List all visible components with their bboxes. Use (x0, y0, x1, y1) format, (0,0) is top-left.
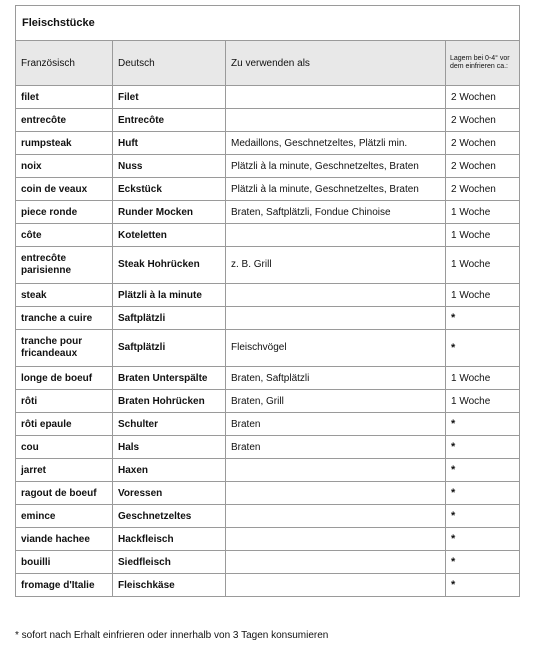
storage-cell: * (446, 413, 520, 436)
use-cell: Braten (226, 436, 446, 459)
german-cell: Runder Mocken (113, 201, 226, 224)
german-cell: Huft (113, 132, 226, 155)
storage-cell: 1 Woche (446, 247, 520, 284)
german-cell: Plätzli à la minute (113, 284, 226, 307)
storage-cell: * (446, 459, 520, 482)
storage-cell: 2 Wochen (446, 178, 520, 201)
meat-cuts-sheet (15, 5, 519, 597)
header-row (16, 41, 520, 86)
storage-cell: * (446, 505, 520, 528)
table-body (16, 86, 520, 597)
table-row (16, 413, 520, 436)
storage-cell: 2 Wochen (446, 86, 520, 109)
use-cell (226, 574, 446, 597)
use-cell (226, 109, 446, 132)
storage-cell: 1 Woche (446, 284, 520, 307)
french-cell: longe de boeuf (16, 367, 113, 390)
french-cell: tranche a cuire (16, 307, 113, 330)
meat-cuts-table (15, 5, 520, 597)
french-cell: ragout de boeuf (16, 482, 113, 505)
storage-cell: 2 Wochen (446, 109, 520, 132)
table-row (16, 574, 520, 597)
german-cell: Haxen (113, 459, 226, 482)
use-cell: Braten, Saftplätzli, Fondue Chinoise (226, 201, 446, 224)
use-cell: Braten, Saftplätzli (226, 367, 446, 390)
german-cell: Filet (113, 86, 226, 109)
german-cell: Koteletten (113, 224, 226, 247)
french-cell: emince (16, 505, 113, 528)
table-row (16, 459, 520, 482)
french-cell: rôti (16, 390, 113, 413)
table-row (16, 390, 520, 413)
german-cell: Schulter (113, 413, 226, 436)
storage-cell: 1 Woche (446, 224, 520, 247)
storage-cell: * (446, 574, 520, 597)
storage-cell: * (446, 436, 520, 459)
use-cell (226, 459, 446, 482)
table-row (16, 86, 520, 109)
german-cell: Siedfleisch (113, 551, 226, 574)
use-cell (226, 551, 446, 574)
table-row (16, 109, 520, 132)
german-cell: Saftplätzli (113, 307, 226, 330)
french-cell: fromage d'Italie (16, 574, 113, 597)
table-title: Fleischstücke (16, 6, 520, 41)
use-cell (226, 86, 446, 109)
french-cell: filet (16, 86, 113, 109)
storage-cell: * (446, 307, 520, 330)
german-cell: Eckstück (113, 178, 226, 201)
french-cell: entrecôte (16, 109, 113, 132)
french-cell: noix (16, 155, 113, 178)
storage-cell: * (446, 528, 520, 551)
french-cell: tranche pour fricandeaux (16, 330, 113, 367)
use-cell (226, 528, 446, 551)
use-cell: Braten, Grill (226, 390, 446, 413)
french-cell: côte (16, 224, 113, 247)
french-cell: bouilli (16, 551, 113, 574)
use-cell: Plätzli à la minute, Geschnetzeltes, Braten (226, 178, 446, 201)
german-cell: Braten Hohrücken (113, 390, 226, 413)
table-row (16, 155, 520, 178)
table-row (16, 201, 520, 224)
use-cell: Medaillons, Geschnetzeltes, Plätzli min. (226, 132, 446, 155)
footnote: * sofort nach Erhalt einfrieren oder innerhalb von 3 Tagen konsumieren (15, 630, 329, 641)
table-row (16, 307, 520, 330)
french-cell: cou (16, 436, 113, 459)
table-row (16, 436, 520, 459)
use-cell (226, 224, 446, 247)
german-cell: Voressen (113, 482, 226, 505)
use-cell (226, 482, 446, 505)
table-row (16, 284, 520, 307)
storage-cell: 1 Woche (446, 390, 520, 413)
german-cell: Hals (113, 436, 226, 459)
french-cell: piece ronde (16, 201, 113, 224)
german-cell: Saftplätzli (113, 330, 226, 367)
french-cell: coin de veaux (16, 178, 113, 201)
use-cell: Braten (226, 413, 446, 436)
table-row (16, 132, 520, 155)
table-row (16, 482, 520, 505)
table-row (16, 528, 520, 551)
table-row (16, 367, 520, 390)
header-german: Deutsch (113, 41, 226, 86)
french-cell: viande hachee (16, 528, 113, 551)
storage-cell: 2 Wochen (446, 155, 520, 178)
storage-cell: 1 Woche (446, 367, 520, 390)
use-cell: Fleischvögel (226, 330, 446, 367)
german-cell: Braten Unterspälte (113, 367, 226, 390)
use-cell (226, 284, 446, 307)
french-cell: jarret (16, 459, 113, 482)
french-cell: entrecôte parisienne (16, 247, 113, 284)
use-cell: z. B. Grill (226, 247, 446, 284)
storage-cell: * (446, 330, 520, 367)
german-cell: Steak Hohrücken (113, 247, 226, 284)
german-cell: Fleischkäse (113, 574, 226, 597)
german-cell: Nuss (113, 155, 226, 178)
table-row (16, 224, 520, 247)
header-french: Französisch (16, 41, 113, 86)
table-row (16, 178, 520, 201)
french-cell: steak (16, 284, 113, 307)
french-cell: rumpsteak (16, 132, 113, 155)
table-row (16, 247, 520, 284)
table-row (16, 330, 520, 367)
header-storage: Lagern bei 0-4° vor dem einfrieren ca.: (446, 41, 520, 86)
german-cell: Geschnetzeltes (113, 505, 226, 528)
german-cell: Entrecôte (113, 109, 226, 132)
storage-cell: 1 Woche (446, 201, 520, 224)
use-cell: Plätzli à la minute, Geschnetzeltes, Braten (226, 155, 446, 178)
use-cell (226, 307, 446, 330)
french-cell: rôti epaule (16, 413, 113, 436)
storage-cell: * (446, 551, 520, 574)
storage-cell: 2 Wochen (446, 132, 520, 155)
storage-cell: * (446, 482, 520, 505)
table-row (16, 505, 520, 528)
german-cell: Hackfleisch (113, 528, 226, 551)
table-row (16, 551, 520, 574)
header-use: Zu verwenden als (226, 41, 446, 86)
use-cell (226, 505, 446, 528)
